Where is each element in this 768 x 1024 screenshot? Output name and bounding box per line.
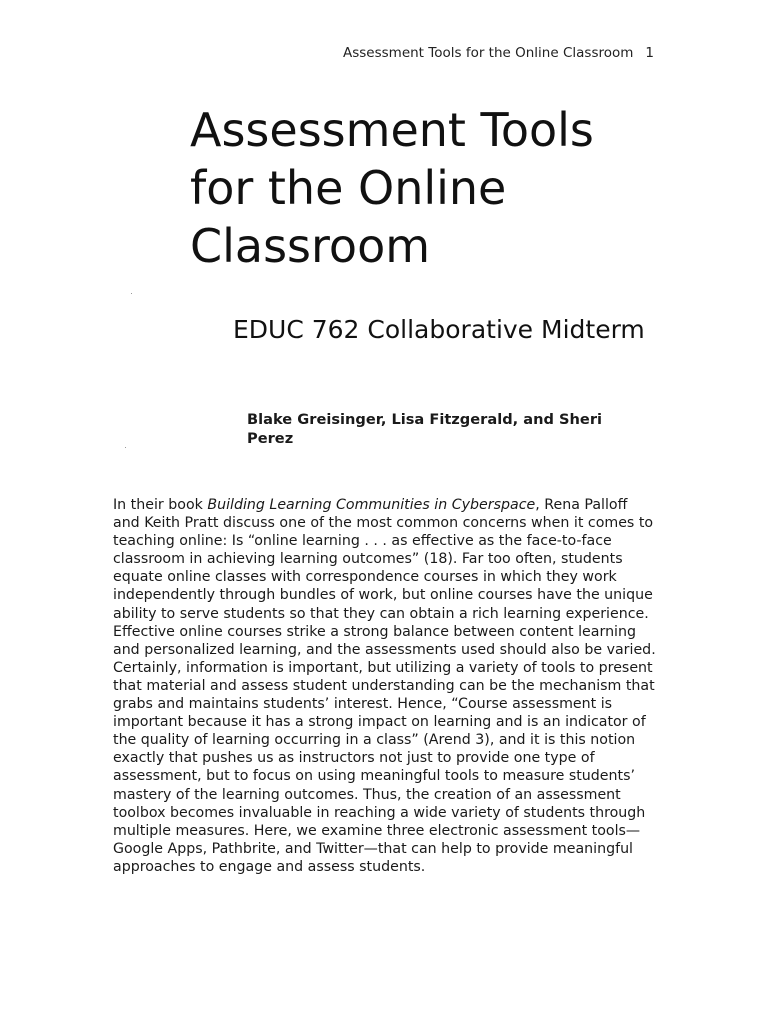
scan-speck	[125, 447, 126, 448]
running-header-title: Assessment Tools for the Online Classroom	[343, 45, 634, 61]
scan-speck	[131, 293, 132, 294]
page-number: 1	[645, 45, 654, 61]
body-rest: , Rena Palloff and Keith Pratt discuss one of the most common concerns when it comes to teaching online: Is “online learning . . . as effective as the face-to-face classroom in achieving learning outcomes” (18). Far too often, students equate online classes with correspondence courses in which they work independently through bundles of work, but online courses have the unique ability to serve students so that they can obtain a rich learning experience. Effective online courses strike a strong balance between content learning and personalized learning, and the assessments used should also be varied. Certainly, information is important, but utilizing a variety of tools to present that material and assess student understanding can be the mechanism that grabs and maintains students’ interest. Hence, “Course assessment is important because it has a strong impact on learning and is an indicator of the quality of learning occurring in a class” (Arend 3), and it is this notion exactly that pushes us as instructors not just to provide one type of assessment, but to focus on using meaningful tools to measure students’ mastery of the learning outcomes. Thus, the creation of an assessment toolbox becomes invaluable in reaching a wide variety of students through multiple measures. Here, we examine three electronic assessment tools—Google Apps, Pathbrite, and Twitter—that can help to provide meaningful approaches to engage and assess students.	[113, 497, 656, 875]
document-subtitle: EDUC 762 Collaborative Midterm	[233, 315, 645, 344]
author-line: Blake Greisinger, Lisa Fitzgerald, and Sheri Perez	[247, 411, 603, 447]
running-header	[343, 45, 654, 61]
body-paragraph	[113, 496, 658, 876]
book-title: Building Learning Communities in Cyberspace	[207, 497, 536, 513]
body-intro: In their book	[113, 497, 208, 513]
document-title: Assessment Tools for the Online Classroom	[190, 103, 594, 273]
